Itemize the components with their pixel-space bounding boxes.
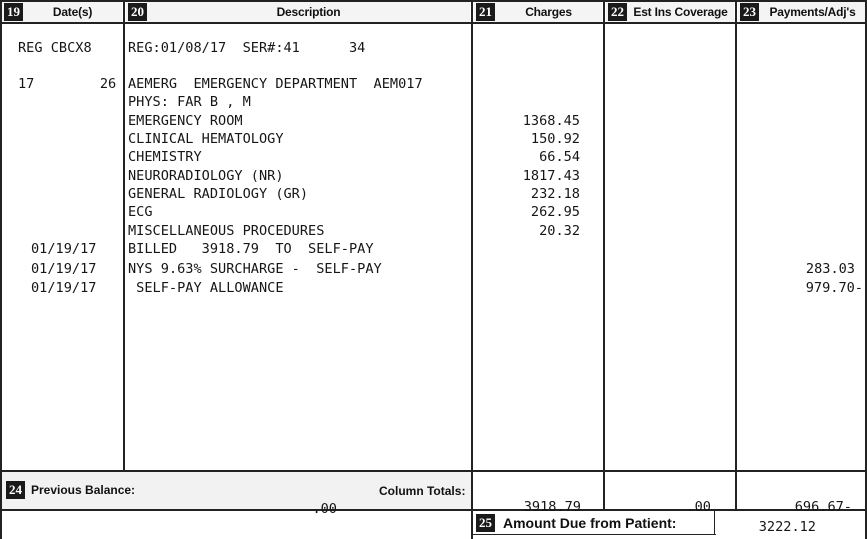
amount-due-divider [714, 510, 715, 534]
line-item-desc: EMERGENCY ROOM [128, 113, 243, 129]
header-est-ins [606, 2, 734, 22]
dept-description: AEMERG EMERGENCY DEPARTMENT AEM017 [128, 76, 423, 92]
field-number-23: 23 [740, 3, 759, 21]
amount-due-label: Amount Due from Patient: [503, 515, 677, 531]
line-item-charge: 150.92 [530, 131, 580, 147]
line-item-charge: 1817.43 [522, 168, 580, 184]
total-est-ins: .00 [686, 499, 711, 515]
line-item-desc: GENERAL RADIOLOGY (GR) [128, 186, 309, 202]
dept-date-cell: 17 26 [18, 76, 117, 92]
previous-balance-value: .00 [312, 501, 337, 517]
divider-est-ins [735, 0, 737, 510]
bottom-rule [0, 509, 867, 511]
physician-line: PHYS: FAR B , M [128, 94, 251, 110]
reg-date-cell: REG CBCX8 [18, 40, 92, 56]
header-description-label: Description [276, 5, 341, 19]
line-item-desc: MISCELLANEOUS PROCEDURES [128, 223, 325, 239]
divider-dates [123, 0, 125, 470]
line-item-desc: NEURORADIOLOGY (NR) [128, 168, 284, 184]
total-charges: 3918.79 [523, 499, 581, 515]
field-number-20: 20 [128, 3, 147, 21]
surcharge-description: NYS 9.63% SURCHARGE - SELF-PAY [128, 261, 382, 277]
header-est-ins-label: Est Ins Coverage [633, 5, 728, 19]
line-item-desc: CHEMISTRY [128, 149, 202, 165]
header-payments [738, 2, 866, 22]
field-number-21: 21 [476, 3, 495, 21]
column-totals-label: Column Totals: [379, 484, 466, 498]
header-charges-label: Charges [525, 5, 572, 19]
field-number-19: 19 [4, 3, 23, 21]
line-item-charge: 1368.45 [522, 113, 580, 129]
surcharge-date: 01/19/17 [31, 261, 97, 277]
header-dates-label: Date(s) [52, 5, 93, 19]
field-number-22: 22 [608, 3, 627, 21]
divider-description [471, 0, 473, 539]
total-payments: 696.67- [794, 499, 852, 515]
line-item-charge: 20.32 [539, 223, 580, 239]
line-item-charge: 232.18 [530, 186, 580, 202]
allowance-date: 01/19/17 [31, 280, 97, 296]
field-number-24: 24 [6, 481, 25, 499]
header-description [126, 2, 470, 22]
previous-balance-label-group [4, 481, 135, 499]
billed-description: BILLED 3918.79 TO SELF-PAY [128, 241, 374, 257]
line-item-charge: 262.95 [530, 204, 580, 220]
amount-due-bottom-rule [471, 534, 716, 535]
billed-date: 01/19/17 [31, 241, 97, 257]
divider-charges [603, 0, 605, 510]
header-charges [474, 2, 602, 22]
allowance-payment: 979.70- [805, 280, 863, 296]
previous-balance-label: Previous Balance: [31, 483, 136, 497]
reg-description: REG:01/08/17 SER#:41 34 [128, 40, 366, 56]
header-dates [2, 2, 122, 22]
line-item-desc: CLINICAL HEMATOLOGY [128, 131, 284, 147]
header-payments-label: Payments/Adj's [769, 5, 856, 19]
line-item-charge: 66.54 [539, 149, 580, 165]
amount-due-label-group [474, 512, 714, 534]
left-border [0, 0, 2, 539]
line-item-desc: ECG [128, 204, 153, 220]
field-number-25: 25 [476, 514, 495, 532]
surcharge-payment: 283.03 [805, 261, 855, 277]
allowance-description: SELF-PAY ALLOWANCE [128, 280, 284, 296]
amount-due-value: 3222.12 [758, 519, 816, 535]
